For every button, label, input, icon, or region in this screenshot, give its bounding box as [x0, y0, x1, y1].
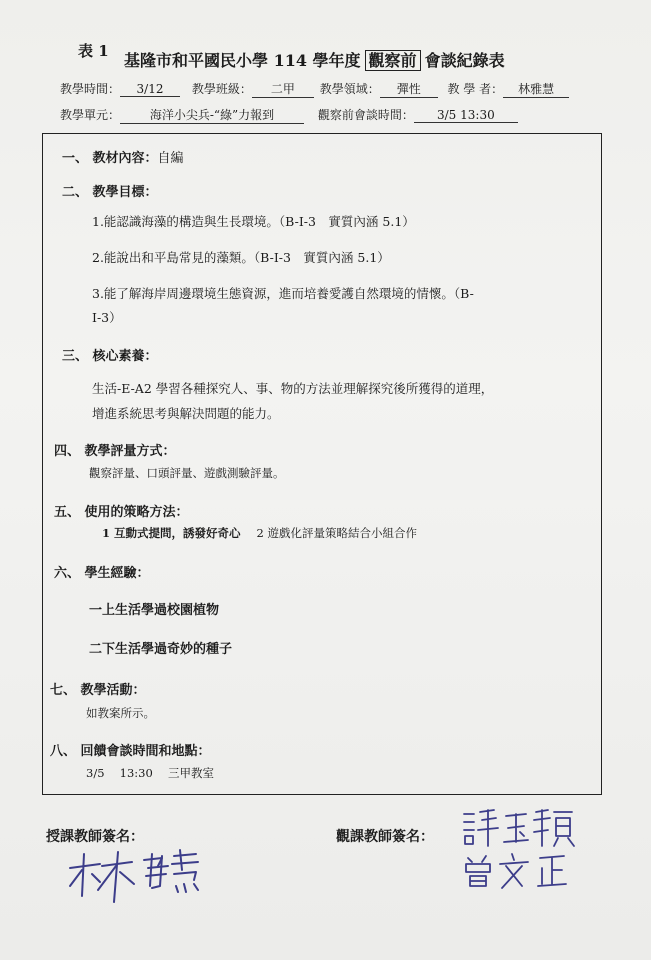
objective-1: 1.能認識海藻的構造與生長環境。（B-I-3 實質內涵 5.1）: [92, 214, 415, 229]
teaching-signature: [62, 846, 212, 908]
teacher-label: 教 學 者：: [447, 82, 504, 96]
section-2-title: 二、 教學目標：: [62, 185, 158, 200]
section-1: [62, 147, 184, 166]
feedback-time-place: 3/5 13:30 三甲教室: [86, 766, 214, 780]
strategy-1: 1 互動式提問，誘發好奇心: [102, 526, 241, 540]
unit-label: 教學單元：: [60, 108, 121, 122]
strategies: [102, 525, 417, 541]
teacher-value: 林雅慧: [503, 80, 569, 98]
info-row-2: [60, 106, 518, 124]
info-row-1: [60, 80, 569, 98]
unit-value: 海洋小尖兵-“綠”力報到: [120, 106, 304, 124]
section-1-value: 自編: [157, 151, 184, 166]
section-5-title: 五、 使用的策略方法：: [54, 505, 189, 520]
objective-3-line-2: I-3）: [92, 310, 122, 325]
section-1-title: 一、 教材內容：: [62, 151, 158, 166]
experience-1: 一上生活學過校園植物: [89, 603, 220, 618]
objective-2: 2.能說出和平島常見的藻類。（B-I-3 實質內涵 5.1）: [92, 250, 390, 265]
strategy-2: 2 遊戲化評量策略結合小組合作: [256, 526, 417, 540]
observer-signature: [460, 806, 580, 892]
section-4-title: 四、 教學評量方式：: [54, 444, 176, 459]
title-suffix: 會談紀錄表: [424, 51, 505, 70]
objective-3-line-1: 3.能了解海岸周邊環境生態資源，進而培養愛護自然環境的情懷。（B-: [92, 286, 474, 301]
title-prefix: 基隆市和平國民小學 114 學年度: [124, 51, 361, 70]
section-3-title: 三、 核心素養：: [62, 349, 158, 364]
form-title: [124, 48, 505, 71]
class-value: 二甲: [252, 80, 314, 98]
teaching-activities: 如教案所示。: [86, 706, 155, 720]
teaching-signature-label: 授課教師簽名：: [46, 829, 144, 845]
pre-time-value: 3/5 13:30: [414, 108, 518, 123]
time-value: 3/12: [120, 82, 180, 97]
section-8-title: 八、 回饋會談時間和地點：: [50, 744, 211, 759]
core-literacy-line-2: 增進系統思考與解決問題的能力。: [92, 406, 280, 421]
title-boxed: 觀察前: [365, 50, 421, 71]
core-literacy-line-1: 生活-E-A2 學習各種探究人、事、物的方法並理解探究後所獲得的道理，: [92, 381, 494, 396]
class-label: 教學班級：: [191, 82, 252, 96]
domain-label: 教學領域：: [319, 82, 380, 96]
pre-time-label: 觀察前會談時間：: [317, 108, 414, 122]
observer-signature-label: 觀課教師簽名：: [336, 829, 434, 845]
experience-2: 二下生活學過奇妙的種子: [89, 642, 233, 657]
assessment-methods: 觀察評量、口頭評量、遊戲測驗評量。: [89, 466, 285, 480]
domain-value: 彈性: [380, 80, 438, 98]
table-label: 表 1: [78, 42, 109, 60]
section-6-title: 六、 學生經驗：: [54, 566, 150, 581]
time-label: 教學時間：: [60, 82, 121, 96]
section-7-title: 七、 教學活動：: [50, 683, 146, 698]
